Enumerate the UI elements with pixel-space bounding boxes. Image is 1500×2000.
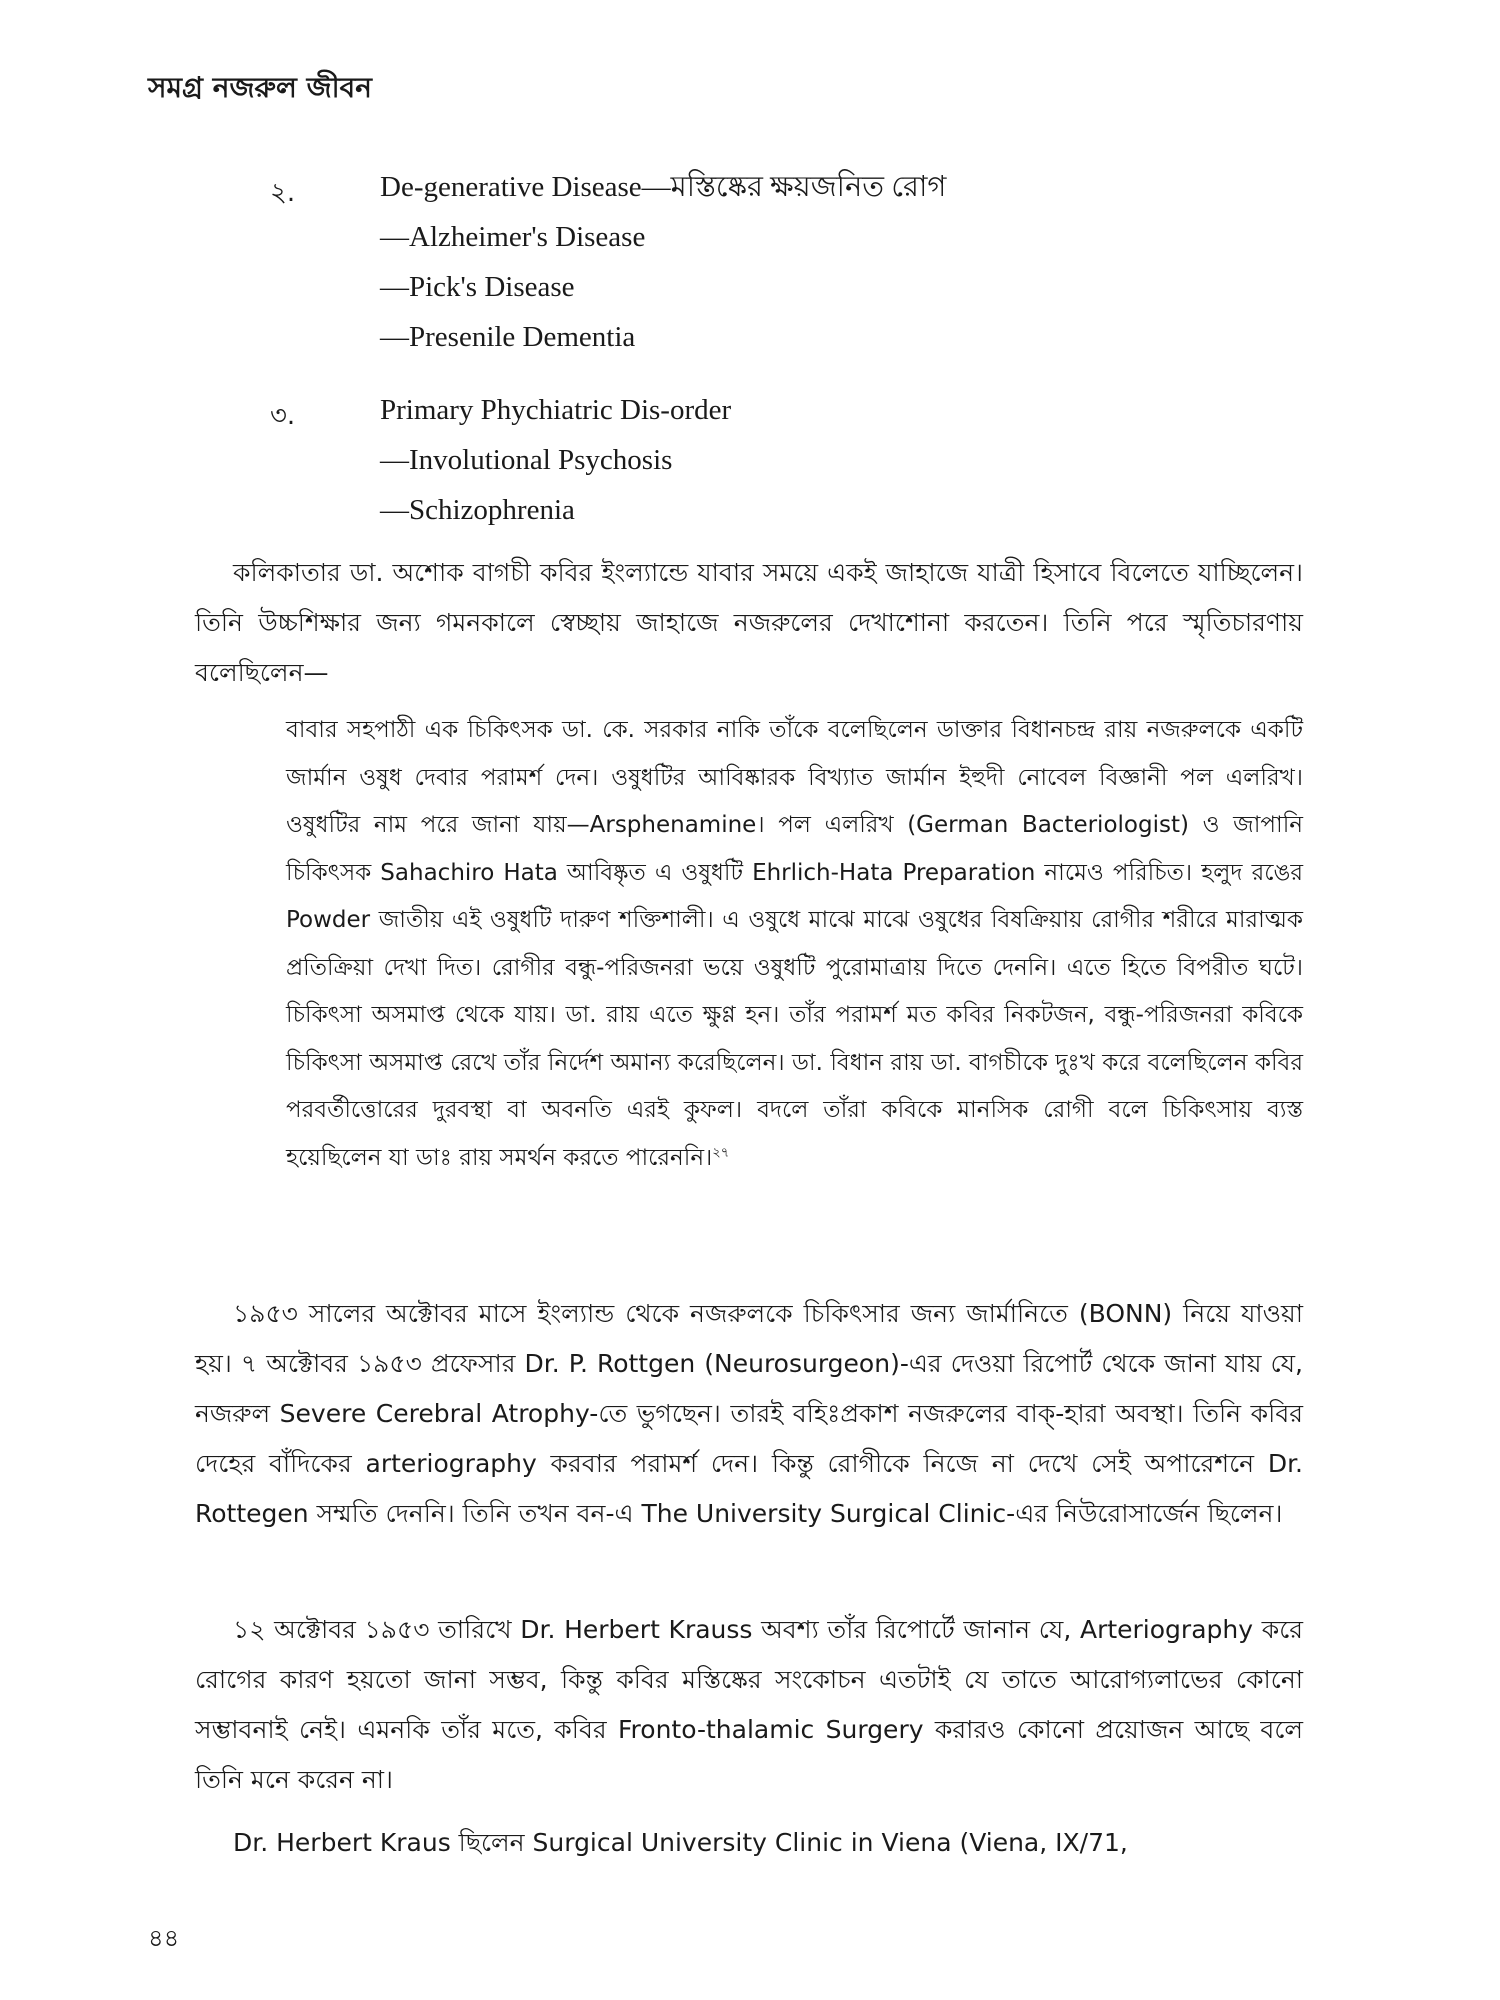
running-head: সমগ্র নজরুল জীবন [148,71,372,104]
list-number: ২. [270,178,296,208]
list-subitem: —Alzheimer's Disease [380,221,646,253]
list-subitem: —Presenile Dementia [380,321,636,353]
page-number: ৪৪ [148,1924,180,1952]
list-heading: De-generative Disease—মস্তিষ্কের ক্ষয়জনিত রোগ [380,171,947,203]
body-paragraph-2: ১৯৫৩ সালের অক্টোবর মাসে ইংল্যান্ড থেকে নজরুলকে চিকিৎসার জন্য জার্মানিতে (BONN) নিয়ে যাওয়া হয়। ৭ অক্টোবর ১৯৫৩ প্রফেসার Dr. P. Rottgen (Neurosurgeon)-এর দেওয়া রিপোর্ট থেকে জানা যায় যে, নজরুল Severe Cerebral Atrophy-তে ভুগছেন। তারই বহিঃপ্রকাশ নজরুলের বাক্-হারা অবস্থা। তিনি কবির দেহের বাঁদিকের arteriography করবার পরামর্শ দেন। কিন্তু রোগীকে নিজে না দেখে সেই অপারেশনে Dr. Rottegen সম্মতি দেননি। তিনি তখন বন-এ The University Surgical Clinic-এর নিউরোসার্জেন ছিলেন। [195,1299,1303,1528]
list-body [380,385,1280,535]
list-number: ৩. [270,401,296,431]
list-subitem: —Schizophrenia [380,494,575,526]
quote-text: বাবার সহপাঠী এক চিকিৎসক ডা. কে. সরকার নাকি তাঁকে বলেছিলেন ডাক্তার বিধানচন্দ্র রায় নজরুলকে একটি জার্মান ওষুধ দেবার পরামর্শ দেন। ওষুধটির আবিষ্কারক বিখ্যাত জার্মান ইহুদী নোবেল বিজ্ঞানী পল এলরিখ। ওষুধটির নাম পরে জানা যায়—Arsphenamine। পল এলরিখ (German Bacteriologist) ও জাপানি চিকিৎসক Sahachiro Hata আবিষ্কৃত এ ওষুধটি Ehrlich-Hata Preparation নামেও পরিচিত। হলুদ রঙের Powder জাতীয় এই ওষুধটি দারুণ শক্তিশালী। এ ওষুধে মাঝে মাঝে ওষুধের বিষক্রিয়ায় রোগীর শরীরে মারাত্মক প্রতিক্রিয়া দেখা দিত। রোগীর বন্ধু-পরিজনরা ভয়ে ওষুধটি পুরোমাত্রায় দিতে দেননি। এতে হিতে বিপরীত ঘটে। চিকিৎসা অসমাপ্ত থেকে যায়। ডা. রায় এতে ক্ষুণ্ণ হন। তাঁর পরামর্শ মত কবির নিকটজন, বন্ধু-পরিজনরা কবিকে চিকিৎসা অসমাপ্ত রেখে তাঁর নির্দেশ অমান্য করেছিলেন। ডা. বিধান রায় ডা. বাগচীকে দুঃখ করে বলেছিলেন কবির পরবর্তীত্তোরের দুরবস্থা বা অবনতি এরই কুফল। বদলে তাঁরা কবিকে মানসিক রোগী বলে চিকিৎসায় ব্যস্ত হয়েছিলেন যা ডাঃ রায় সমর্থন করতে পারেননি। [286,717,1303,1171]
footnote-marker: ২৭ [712,1144,730,1160]
body-paragraph-4: Dr. Herbert Kraus ছিলেন Surgical University Clinic in Viena (Viena, IX/71, [233,1828,1128,1857]
list-subitem: —Involutional Psychosis [380,444,673,476]
list-body [380,162,1280,362]
body-paragraph-1: কলিকাতার ডা. অশোক বাগচী কবির ইংল্যান্ডে যাবার সময়ে একই জাহাজে যাত্রী হিসাবে বিলেতে যাচ্ছিলেন। তিনি উচ্চশিক্ষার জন্য গমনকালে স্বেচ্ছায় জাহাজে নজরুলের দেখাশোনা করতেন। তিনি পরে স্মৃতিচারণায় বলেছিলেন— [195,558,1303,687]
block-quote [286,707,1303,1182]
list-subitem: —Pick's Disease [380,271,575,303]
body-paragraph-3: ১২ অক্টোবর ১৯৫৩ তারিখে Dr. Herbert Krauss অবশ্য তাঁর রিপোর্টে জানান যে, Arteriography করে রোগের কারণ হয়তো জানা সম্ভব, কিন্তু কবির মস্তিষ্কের সংকোচন এতটাই যে তাতে আরোগ্যলাভের কোনো সম্ভাবনাই নেই। এমনকি তাঁর মতে, কবির Fronto-thalamic Surgery করারও কোনো প্রয়োজন আছে বলে তিনি মনে করেন না। [195,1615,1303,1794]
list-heading: Primary Phychiatric Dis-order [380,394,732,426]
